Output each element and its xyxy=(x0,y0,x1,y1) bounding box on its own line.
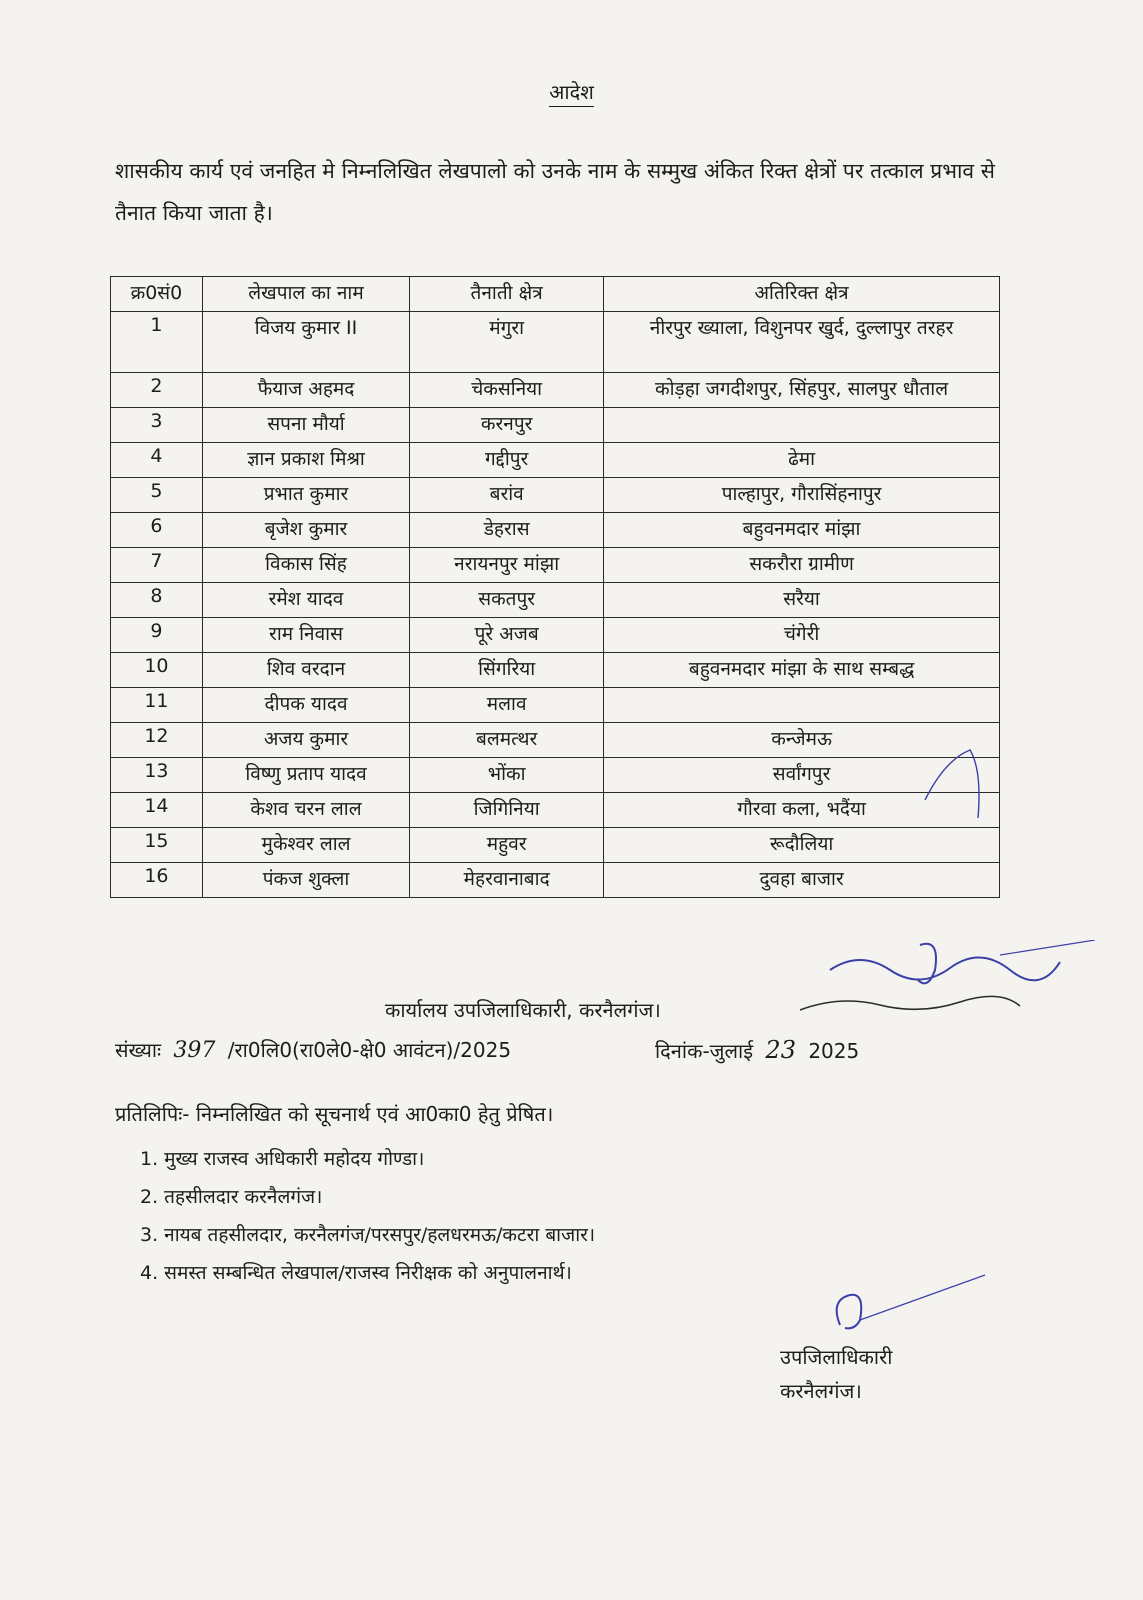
intro-paragraph: शासकीय कार्य एवं जनहित मे निम्नलिखित लेखपालो को उनके नाम के सम्मुख अंकित रिक्त क्षेत्रों पर तत्काल प्रभाव से तैनात किया जाता है। xyxy=(115,159,995,225)
cell-serial: 11 xyxy=(111,688,203,723)
cell-name: बृजेश कुमार xyxy=(202,513,409,548)
cell-serial: 9 xyxy=(111,618,203,653)
header-name: लेखपाल का नाम xyxy=(202,277,409,312)
cell-serial: 15 xyxy=(111,828,203,863)
copy-list-item: 3. नायब तहसीलदार, करनैलगंज/परसपुर/हलधरमऊ/कटरा बाजार। xyxy=(140,1224,596,1246)
cell-serial: 12 xyxy=(111,723,203,758)
cell-area: मलाव xyxy=(410,688,604,723)
header-extra-area: अतिरिक्त क्षेत्र xyxy=(604,277,1000,312)
cell-name: शिव वरदान xyxy=(202,653,409,688)
cell-extra-area: नीरपुर ख्याला, विशुनपर खुर्द, दुल्लापुर तरहर xyxy=(604,312,1000,373)
cell-area: मंगुरा xyxy=(410,312,604,373)
date-year: 2025 xyxy=(808,1039,860,1063)
cell-area: भोंका xyxy=(410,758,604,793)
table-row xyxy=(111,688,1000,723)
cell-serial: 2 xyxy=(111,373,203,408)
cell-serial: 14 xyxy=(111,793,203,828)
cell-extra-area: रूदौलिया xyxy=(604,828,1000,863)
table-row xyxy=(111,312,1000,373)
cell-extra-area: सरैया xyxy=(604,583,1000,618)
cell-extra-area: चंगेरी xyxy=(604,618,1000,653)
cell-serial: 7 xyxy=(111,548,203,583)
table-row xyxy=(111,653,1000,688)
table-row xyxy=(111,443,1000,478)
copy-heading: प्रतिलिपिः- निम्नलिखित को सूचनार्थ एवं आ0का0 हेतु प्रेषित। xyxy=(115,1102,554,1126)
cell-name: विकास सिंह xyxy=(202,548,409,583)
order-date xyxy=(655,1036,859,1064)
table-row xyxy=(111,478,1000,513)
table-body xyxy=(111,312,1000,898)
cell-serial: 5 xyxy=(111,478,203,513)
posting-table xyxy=(110,276,1000,898)
cell-extra-area xyxy=(604,408,1000,443)
table-row xyxy=(111,513,1000,548)
document-title xyxy=(0,78,1143,105)
cell-area: महुवर xyxy=(410,828,604,863)
table-row xyxy=(111,758,1000,793)
cell-name: राम निवास xyxy=(202,618,409,653)
copy-list xyxy=(140,1140,595,1292)
cell-extra-area: सकरौरा ग्रामीण xyxy=(604,548,1000,583)
reference-number xyxy=(115,1036,511,1063)
cell-extra-area: बहुवनमदार मांझा के साथ सम्बद्ध xyxy=(604,653,1000,688)
copy-list-item: 2. तहसीलदार करनैलगंज। xyxy=(140,1186,323,1208)
cell-extra-area: दुवहा बाजार xyxy=(604,863,1000,898)
cell-name: दीपक यादव xyxy=(202,688,409,723)
cell-area: करनपुर xyxy=(410,408,604,443)
table-row xyxy=(111,408,1000,443)
cell-extra-area: गौरवा कला, भदैंया xyxy=(604,793,1000,828)
cell-area: जिगिनिया xyxy=(410,793,604,828)
header-serial: क्र0सं0 xyxy=(111,277,203,312)
cell-name: विजय कुमार II xyxy=(202,312,409,373)
cell-serial: 4 xyxy=(111,443,203,478)
cell-name: केशव चरन लाल xyxy=(202,793,409,828)
reference-suffix: /रा0लि0(रा0ले0-क्षे0 आवंटन)/2025 xyxy=(227,1038,512,1062)
cell-name: सपना मौर्या xyxy=(202,408,409,443)
signature-bottom xyxy=(820,1270,990,1340)
cell-area: डेहरास xyxy=(410,513,604,548)
table-row xyxy=(111,583,1000,618)
table-row xyxy=(111,618,1000,653)
header-area: तैनाती क्षेत्र xyxy=(410,277,604,312)
reference-prefix: संख्याः xyxy=(115,1038,162,1062)
cell-serial: 8 xyxy=(111,583,203,618)
cell-name: फैयाज अहमद xyxy=(202,373,409,408)
table-row xyxy=(111,548,1000,583)
cell-area: गद्दीपुर xyxy=(410,443,604,478)
cell-serial: 6 xyxy=(111,513,203,548)
table-row xyxy=(111,863,1000,898)
cell-name: अजय कुमार xyxy=(202,723,409,758)
cell-extra-area: ढेमा xyxy=(604,443,1000,478)
cell-area: बरांव xyxy=(410,478,604,513)
cell-serial: 16 xyxy=(111,863,203,898)
cell-extra-area: बहुवनमदार मांझा xyxy=(604,513,1000,548)
copy-list-item: 4. समस्त सम्बन्धित लेखपाल/राजस्व निरीक्षक को अनुपालनार्थ। xyxy=(140,1262,572,1284)
signature-top xyxy=(800,940,1100,1030)
officer-designation: उपजिलाधिकारी xyxy=(780,1345,893,1369)
table-row xyxy=(111,828,1000,863)
cell-area: चेकसनिया xyxy=(410,373,604,408)
cell-name: मुकेश्वर लाल xyxy=(202,828,409,863)
cell-name: विष्णु प्रताप यादव xyxy=(202,758,409,793)
cell-serial: 13 xyxy=(111,758,203,793)
office-line: कार्यालय उपजिलाधिकारी, करनैलगंज। xyxy=(385,998,661,1022)
table-row xyxy=(111,373,1000,408)
officer-block xyxy=(780,1340,892,1408)
copy-list-item: 1. मुख्य राजस्व अधिकारी महोदय गोण्डा। xyxy=(140,1148,425,1170)
cell-extra-area: कन्जेमऊ xyxy=(604,723,1000,758)
cell-area: बलमत्थर xyxy=(410,723,604,758)
cell-name: ज्ञान प्रकाश मिश्रा xyxy=(202,443,409,478)
cell-extra-area: सर्वांगपुर xyxy=(604,758,1000,793)
table-row xyxy=(111,723,1000,758)
cell-serial: 1 xyxy=(111,312,203,373)
pen-mark xyxy=(920,740,990,820)
table-row xyxy=(111,793,1000,828)
cell-name: रमेश यादव xyxy=(202,583,409,618)
cell-serial: 10 xyxy=(111,653,203,688)
table-header-row xyxy=(111,277,1000,312)
cell-area: नरायनपुर मांझा xyxy=(410,548,604,583)
cell-area: पूरे अजब xyxy=(410,618,604,653)
cell-serial: 3 xyxy=(111,408,203,443)
cell-extra-area: पाल्हापुर, गौरासिंहनापुर xyxy=(604,478,1000,513)
cell-area: सिंगरिया xyxy=(410,653,604,688)
date-day: 23 xyxy=(765,1036,796,1064)
cell-name: पंकज शुक्ला xyxy=(202,863,409,898)
title-text: आदेश xyxy=(549,80,594,107)
cell-extra-area: कोड़हा जगदीशपुर, सिंहपुर, सालपुर धौताल xyxy=(604,373,1000,408)
cell-extra-area xyxy=(604,688,1000,723)
officer-place: करनैलगंज। xyxy=(780,1379,862,1403)
reference-handwritten-number: 397 xyxy=(173,1038,216,1063)
cell-area: सकतपुर xyxy=(410,583,604,618)
date-prefix: दिनांक-जुलाई xyxy=(655,1039,754,1063)
cell-area: मेहरवानाबाद xyxy=(410,863,604,898)
cell-name: प्रभात कुमार xyxy=(202,478,409,513)
